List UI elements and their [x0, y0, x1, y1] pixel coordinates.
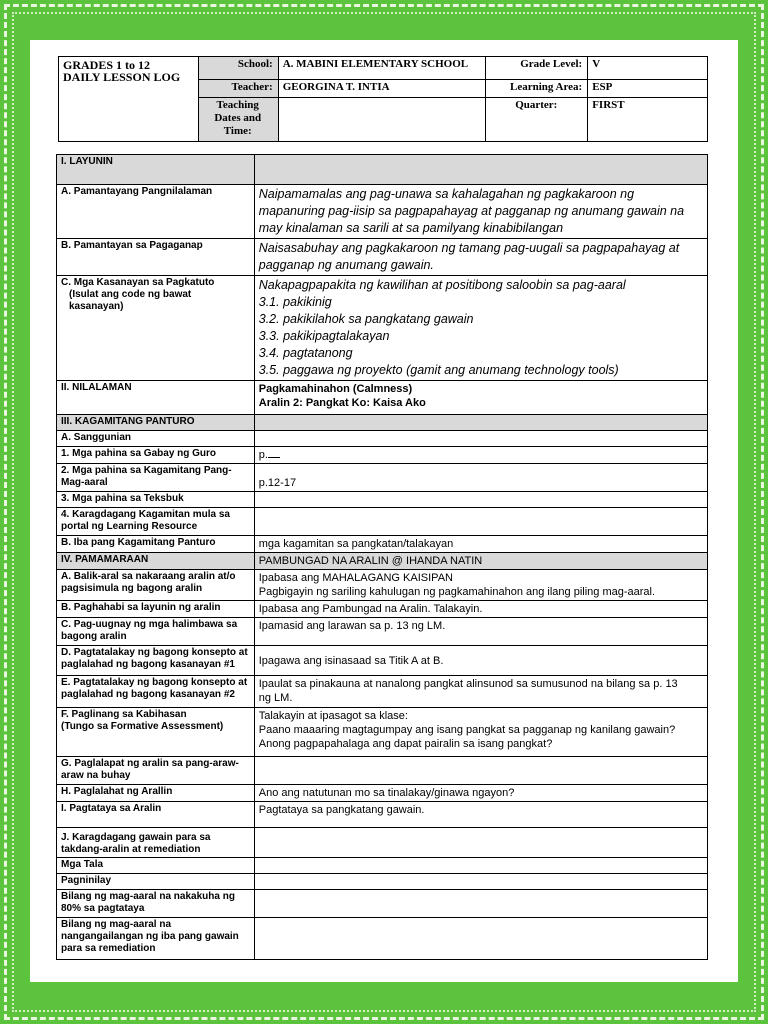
row-label	[57, 618, 255, 646]
row-label: A. Pamantayang Pangnilalaman	[57, 185, 255, 239]
table-row	[57, 618, 708, 646]
row-label	[57, 828, 255, 858]
row-value: Naisasabuhay ang pagkakaroon ng tamang pag-uugali sa pagpapahayag at pagganap ng anumang gawain.	[254, 239, 707, 276]
row-value	[254, 570, 707, 601]
row-value	[254, 415, 707, 431]
table-row	[57, 708, 708, 757]
row-label	[57, 890, 255, 918]
row-value: Ipamasid ang larawan sa p. 13 ng LM.	[254, 618, 707, 646]
row-label	[57, 570, 255, 601]
row-value	[254, 874, 707, 890]
label-line: portal ng Learning Resource	[61, 521, 198, 532]
title-line-1: GRADES 1 to 12	[63, 58, 151, 72]
table-row	[57, 601, 708, 618]
dates-label-line-3: Time:	[223, 125, 252, 137]
value-line: Pagbigayin ng sariling kahulugan ng pagkamahinahon ang ilang piling mag-aaral.	[258, 586, 656, 598]
row-value	[254, 447, 707, 464]
value-line: Ipaulat sa pinakauna at nanalong pangkat alinsunod sa sumusunod na bilang sa p. 13	[258, 678, 678, 690]
row-value	[254, 431, 707, 447]
value-line: Anong pagpapahalaga ang dapat pairalin sa isang pangkat?	[258, 738, 553, 750]
row-label	[57, 676, 255, 708]
label-line: G. Paglalapat ng aralin sa pang-araw-	[61, 758, 239, 769]
row-label: IV. PAMAMARAAN	[57, 553, 255, 570]
label-line: bagong aralin	[61, 631, 127, 642]
label-line: J. Karagdagang gawain para sa	[61, 832, 211, 843]
row-value	[254, 918, 707, 960]
table-row	[57, 155, 708, 185]
row-value	[254, 858, 707, 874]
value-line: ng LM.	[258, 692, 293, 704]
row-label	[57, 508, 255, 536]
row-value	[254, 155, 707, 185]
row-label	[57, 276, 255, 381]
row-value: Pagtataya sa pangkatang gawain.	[254, 802, 707, 828]
row-value	[254, 676, 707, 708]
row-value: Ipagawa ang isinasaad sa Titik A at B.	[254, 646, 707, 676]
label-line: F. Paglinang sa Kabihasan	[61, 709, 187, 720]
dates-label	[198, 98, 278, 142]
row-label	[57, 708, 255, 757]
row-value	[254, 828, 707, 858]
row-label: H. Paglalahat ng Arallin	[57, 785, 255, 802]
row-label	[57, 918, 255, 960]
row-value	[254, 508, 707, 536]
row-value: Ano ang natutunan mo sa tinalakay/ginawa ngayon?	[254, 785, 707, 802]
row-value	[254, 890, 707, 918]
table-row	[57, 381, 708, 415]
label-line: takdang-aralin at remediation	[61, 844, 201, 855]
value-line: 3.4. pagtatanong	[258, 346, 353, 360]
row-label: I. LAYUNIN	[57, 155, 255, 185]
teacher-label: Teacher:	[198, 80, 278, 98]
grade-label: Grade Level:	[486, 57, 588, 80]
label-line: Mag-aaral	[61, 477, 108, 488]
row-label	[57, 757, 255, 785]
table-row	[57, 185, 708, 239]
row-value	[254, 492, 707, 508]
lesson-log-table	[56, 154, 708, 960]
row-label: B. Paghahabi sa layunin ng aralin	[57, 601, 255, 618]
row-value	[254, 381, 707, 415]
school-value: A. MABINI ELEMENTARY SCHOOL	[278, 57, 486, 80]
row-value: p.12-17	[254, 464, 707, 492]
label-line: paglalahad ng bagong kasanayan #2	[61, 689, 235, 700]
table-row	[57, 239, 708, 276]
row-label: Pagninilay	[57, 874, 255, 890]
label-line: pagsisimula ng bagong aralin	[61, 583, 203, 594]
label-line: nangangailangan ng iba pang gawain	[61, 931, 239, 942]
label-line: kasanayan)	[69, 301, 124, 312]
label-line: paglalahad ng bagong kasanayan #1	[61, 659, 235, 670]
row-label: II. NILALAMAN	[57, 381, 255, 415]
label-line: 80% sa pagtataya	[61, 903, 145, 914]
dates-value	[278, 98, 486, 142]
label-line: E. Pagtatalakay ng bagong konsepto at	[61, 677, 248, 688]
school-label: School:	[198, 57, 278, 80]
row-value	[254, 276, 707, 381]
row-label: A. Sanggunian	[57, 431, 255, 447]
table-row	[57, 492, 708, 508]
row-label: I. Pagtataya sa Aralin	[57, 802, 255, 828]
header-table	[58, 56, 708, 142]
value-line: Talakayin at ipasagot sa klase:	[258, 710, 408, 722]
label-line: D. Pagtatalakay ng bagong konsepto at	[61, 647, 248, 658]
table-row	[57, 431, 708, 447]
quarter-value: FIRST	[588, 98, 708, 142]
dates-label-line-2: Dates and	[214, 112, 262, 124]
table-row	[57, 858, 708, 874]
row-label: 1. Mga pahina sa Gabay ng Guro	[57, 447, 255, 464]
table-row	[57, 553, 708, 570]
value-line: Nakapagpapakita ng kawilihan at positibong saloobin sa pag-aaral	[258, 278, 626, 292]
row-label: B. Iba pang Kagamitang Panturo	[57, 536, 255, 553]
label-line: C. Mga Kasanayan sa Pagkatuto	[61, 277, 215, 288]
label-line: 2. Mga pahina sa Kagamitang Pang-	[61, 465, 232, 476]
table-row	[57, 508, 708, 536]
table-row	[57, 918, 708, 960]
row-value: Naipamamalas ang pag-unawa sa kahalagahan ng pagkakaroon ng mapanuring pag-iisip sa pagpapahayag at pagganap ng anumang gawain na may kinalaman sa sarili at sa pamilyang kinabibilangan	[254, 185, 707, 239]
label-line: (Tungo sa Formative Assessment)	[61, 721, 224, 732]
value-line: 3.1. pakikinig	[258, 295, 332, 309]
label-line: araw na buhay	[61, 770, 131, 781]
label-line: Bilang ng mag-aaral na	[61, 919, 172, 930]
area-value: ESP	[588, 80, 708, 98]
teacher-value: GEORGINA T. INTIA	[278, 80, 486, 98]
table-row	[57, 646, 708, 676]
area-label: Learning Area:	[486, 80, 588, 98]
value-line: Pagkamahinahon (Calmness)	[258, 383, 413, 395]
row-value	[254, 757, 707, 785]
row-label: B. Pamantayan sa Pagaganap	[57, 239, 255, 276]
value-line: 3.5. paggawa ng proyekto (gamit ang anumang technology tools)	[258, 363, 619, 377]
label-line: A. Balik-aral sa nakaraang aralin at/o	[61, 571, 236, 582]
table-row	[57, 828, 708, 858]
table-row	[57, 415, 708, 431]
quarter-label: Quarter:	[486, 98, 588, 142]
row-label	[57, 464, 255, 492]
table-row	[57, 785, 708, 802]
row-value: Ipabasa ang Pambungad na Aralin. Talakayin.	[254, 601, 707, 618]
row-value: mga kagamitan sa pangkatan/talakayan	[254, 536, 707, 553]
label-line: 4. Karagdagang Kagamitan mula sa	[61, 509, 230, 520]
dates-label-line-1: Teaching	[216, 99, 259, 111]
value-line: Ipabasa ang MAHALAGANG KAISIPAN	[258, 572, 453, 584]
table-row	[57, 757, 708, 785]
row-label	[57, 646, 255, 676]
table-row	[57, 536, 708, 553]
value-line: Paano maaaring magtagumpay ang isang pangkat sa pagganap ng kanilang gawain?	[258, 724, 676, 736]
row-value	[254, 708, 707, 757]
table-row	[57, 570, 708, 601]
value-line: Aralin 2: Pangkat Ko: Kaisa Ako	[258, 397, 426, 409]
grade-value: V	[588, 57, 708, 80]
label-line: C. Pag-uugnay ng mga halimbawa sa	[61, 619, 238, 630]
label-line: Bilang ng mag-aaral na nakakuha ng	[61, 891, 235, 902]
document-title	[59, 57, 199, 142]
value-line: 3.3. pakikipagtalakayan	[258, 329, 390, 343]
table-row	[57, 874, 708, 890]
table-row	[57, 676, 708, 708]
row-value: PAMBUNGAD NA ARALIN @ IHANDA NATIN	[254, 553, 707, 570]
title-line-2: DAILY LESSON LOG	[63, 70, 181, 84]
row-label: III. KAGAMITANG PANTURO	[57, 415, 255, 431]
value-line: 3.2. pakikilahok sa pangkatang gawain	[258, 312, 474, 326]
page-ref: p.	[258, 449, 268, 461]
table-row	[57, 802, 708, 828]
blank-line	[268, 448, 280, 458]
row-label: Mga Tala	[57, 858, 255, 874]
table-row	[57, 890, 708, 918]
table-row	[57, 276, 708, 381]
table-row	[57, 464, 708, 492]
label-line: (Isulat ang code ng bawat	[69, 289, 192, 300]
table-row	[57, 447, 708, 464]
label-line: para sa remediation	[61, 943, 156, 954]
row-label: 3. Mga pahina sa Teksbuk	[57, 492, 255, 508]
